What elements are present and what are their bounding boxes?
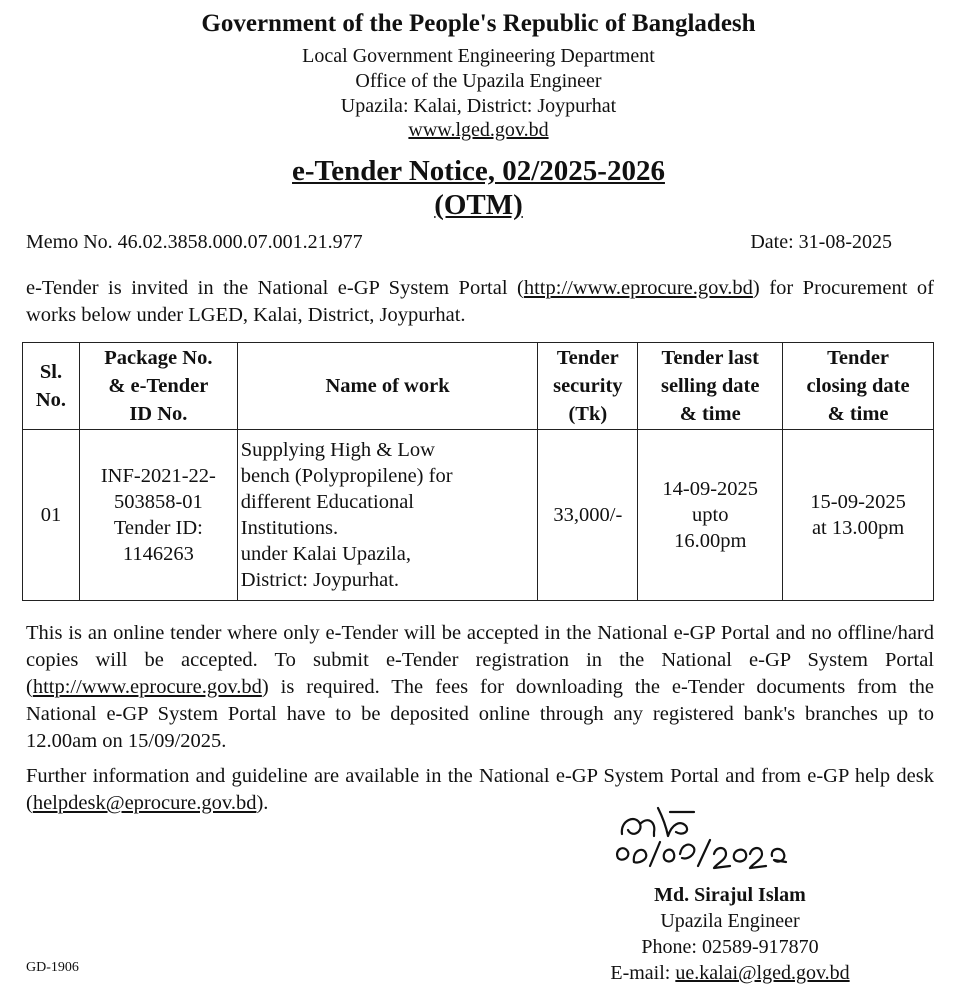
intro-text-after: ) for Procurement of works below under LGED, Kalai, District, Joypurhat. [26, 277, 934, 326]
memo-number: Memo No. 46.02.3858.000.07.001.21.977 [26, 231, 363, 253]
header-selling: Tender last selling date & time [638, 343, 783, 430]
signatory-email-link[interactable]: ue.kalai@lged.gov.bd [675, 962, 850, 984]
department-line: Local Government Engineering Department [302, 45, 655, 67]
memo-row [26, 231, 892, 254]
header-work: Name of work [237, 343, 538, 430]
email-label: E-mail: [610, 962, 676, 984]
table-row [23, 430, 934, 601]
intro-portal-link[interactable]: http://www.eprocure.gov.bd [523, 277, 753, 299]
body-paragraph-1 [26, 620, 934, 755]
location-line: Upazila: Kalai, District: Joypurhat [340, 95, 617, 117]
signatory-name: Md. Sirajul Islam [654, 884, 806, 906]
cell-package: INF-2021-22- 503858-01 Tender ID: 1146263 [79, 430, 237, 601]
cell-security: 33,000/- [538, 430, 638, 601]
office-line: Office of the Upazila Engineer [355, 70, 602, 92]
intro-paragraph [26, 275, 934, 329]
handwritten-signature [610, 796, 850, 876]
tender-table [22, 342, 934, 601]
document-code: GD-1906 [26, 960, 79, 975]
cell-work: Supplying High & Low bench (Polypropilene) for different Educational Institutions. under Kalai Upazila, District: Joypurhat. [237, 430, 538, 601]
header-closing: Tender closing date & time [783, 343, 934, 430]
signatory-email-line [560, 960, 900, 986]
header-sl: Sl. No. [23, 343, 80, 430]
body-p1-before: This is an online tender where only e-Tender will be accepted in the National e-GP Portal and no offline/hard copies will be accepted. To submit e-Tender registration in the National e-GP System Portal ( [26, 622, 934, 698]
body-portal-link[interactable]: http://www.eprocure.gov.bd [32, 676, 262, 698]
notice-type: (OTM) [434, 189, 523, 221]
cell-closing: 15-09-2025 at 13.00pm [783, 430, 934, 601]
intro-text-before: e-Tender is invited in the National e-GP System Portal ( [26, 277, 524, 299]
website-line [0, 118, 957, 142]
signatory-designation: Upazila Engineer [660, 910, 800, 932]
header-security: Tender security (Tk) [538, 343, 638, 430]
cell-sl: 01 [23, 430, 80, 601]
header-package: Package No. & e-Tender ID No. [79, 343, 237, 430]
notice-date: Date: 31-08-2025 [750, 231, 892, 253]
cell-selling: 14-09-2025 upto 16.00pm [638, 430, 783, 601]
table-header-row [23, 343, 934, 430]
website-link[interactable]: www.lged.gov.bd [408, 119, 549, 141]
body-p1-after: ) is required. The fees for downloading the e-Tender documents from the National e-GP System Portal have to be deposited online through any registered bank's branches up to 12.00am on 15/09/2025. [26, 676, 934, 752]
body-p2-before: Further information and guideline are available in the National e-GP System Portal and from e-GP help desk ( [26, 765, 934, 814]
notice-title: e-Tender Notice, 02/2025-2026 [292, 155, 665, 187]
signature-block [560, 882, 900, 986]
signatory-phone: Phone: 02589-917870 [641, 936, 819, 958]
helpdesk-email-link[interactable]: helpdesk@eprocure.gov.bd [32, 792, 257, 814]
body-p2-after: ). [256, 792, 269, 814]
government-heading: Government of the People's Republic of Bangladesh [201, 10, 756, 37]
